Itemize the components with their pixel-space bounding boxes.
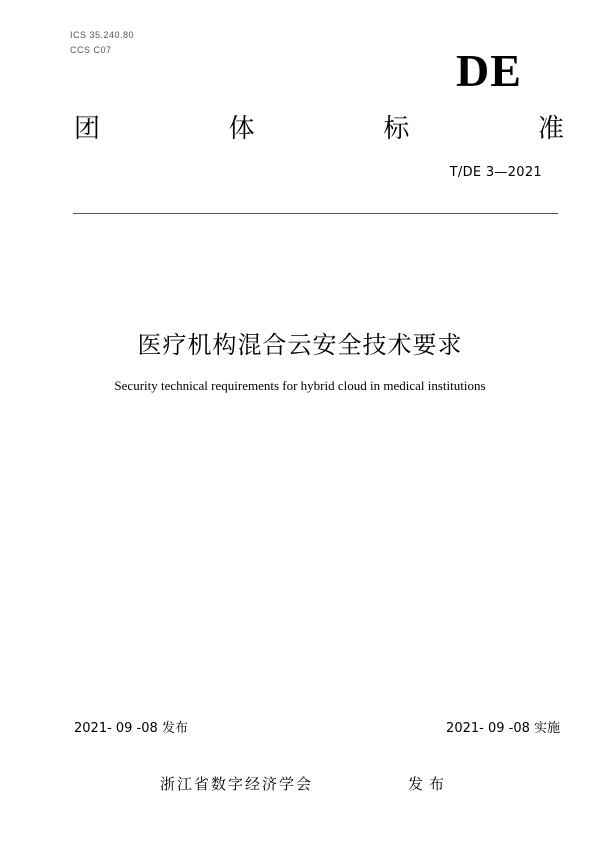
standard-type (74, 116, 564, 142)
standard-logo: DE (456, 45, 522, 96)
standard-type-char: 体 (228, 114, 255, 144)
issue-label: 发布 (408, 775, 451, 793)
issuing-organization: 浙江省数字经济学会 (160, 775, 314, 793)
standard-type-char: 团 (74, 114, 101, 144)
standard-number: T/DE 3—2021 (449, 165, 542, 180)
ics-code: ICS 35.240.80 (70, 30, 135, 40)
document-title-chinese: 医疗机构混合云安全技术要求 (137, 331, 463, 359)
standard-type-char: 准 (537, 114, 564, 144)
standard-type-char: 标 (383, 114, 410, 144)
header-divider (73, 213, 558, 214)
publish-date: 2021- 09 -08 发布 (74, 721, 188, 736)
implement-date: 2021- 09 -08 实施 (446, 721, 560, 736)
ccs-code: CCS C07 (70, 45, 112, 55)
document-title-english: Security technical requirements for hybrid cloud in medical institutions (114, 378, 486, 393)
